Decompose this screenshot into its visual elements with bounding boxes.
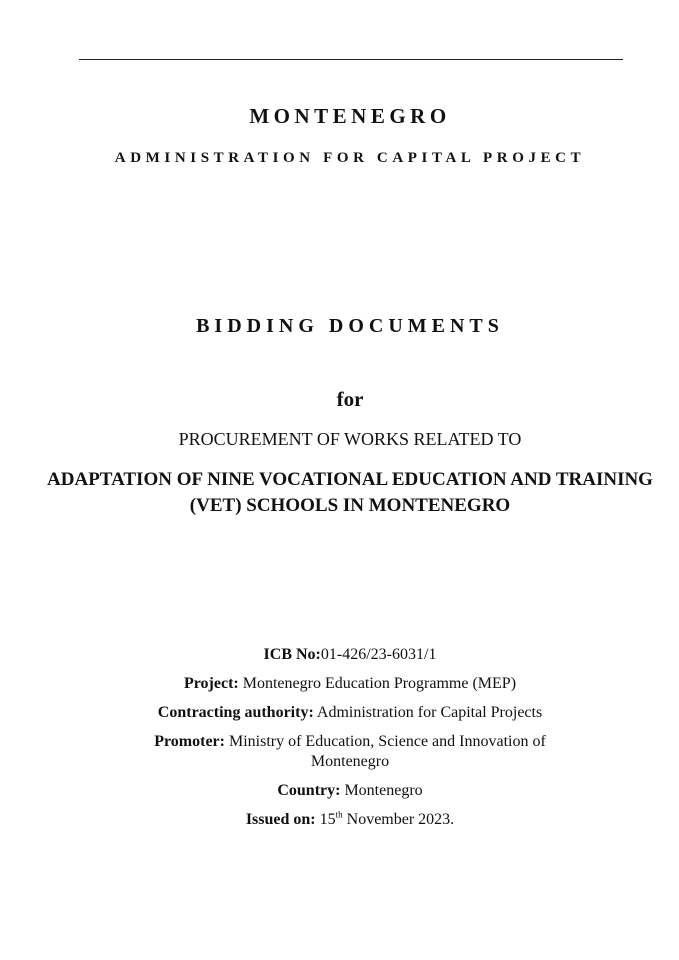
project-title: ADAPTATION OF NINE VOCATIONAL EDUCATION AND TRAINING (VET) SCHOOLS IN MONTENEGRO bbox=[47, 469, 653, 516]
promoter-value-line1: Ministry of Education, Science and Innovation of bbox=[224, 733, 546, 750]
country-row bbox=[60, 781, 640, 801]
icb-row bbox=[60, 645, 640, 665]
issued-row bbox=[60, 810, 640, 830]
project-value: Montenegro Education Programme (MEP) bbox=[238, 675, 517, 692]
top-rule bbox=[79, 59, 623, 60]
issued-day: 15 bbox=[315, 811, 336, 828]
issued-day-suffix: th bbox=[335, 809, 343, 820]
authority-heading: ADMINISTRATION FOR CAPITAL PROJECT bbox=[114, 150, 586, 166]
details-block bbox=[60, 645, 640, 839]
contracting-label: Contracting authority: bbox=[157, 704, 314, 721]
country-value: Montenegro bbox=[340, 782, 423, 799]
for-label: for bbox=[336, 387, 364, 411]
issued-rest: November 2023. bbox=[342, 811, 455, 828]
promoter-row bbox=[60, 732, 640, 772]
country-label: Country: bbox=[277, 782, 341, 799]
document-subtitle: PROCUREMENT OF WORKS RELATED TO bbox=[178, 429, 522, 449]
contracting-value: Administration for Capital Projects bbox=[313, 704, 543, 721]
icb-label: ICB No: bbox=[263, 646, 321, 663]
document-title: BIDDING DOCUMENTS bbox=[196, 315, 504, 337]
promoter-value-line2: Montenegro bbox=[310, 753, 390, 770]
contracting-row bbox=[60, 703, 640, 723]
icb-value: 01-426/23-6031/1 bbox=[320, 646, 437, 663]
project-label: Project: bbox=[183, 675, 239, 692]
issued-label: Issued on: bbox=[245, 811, 316, 828]
project-row bbox=[60, 674, 640, 694]
promoter-label: Promoter: bbox=[154, 733, 225, 750]
country-heading: MONTENEGRO bbox=[249, 104, 451, 128]
